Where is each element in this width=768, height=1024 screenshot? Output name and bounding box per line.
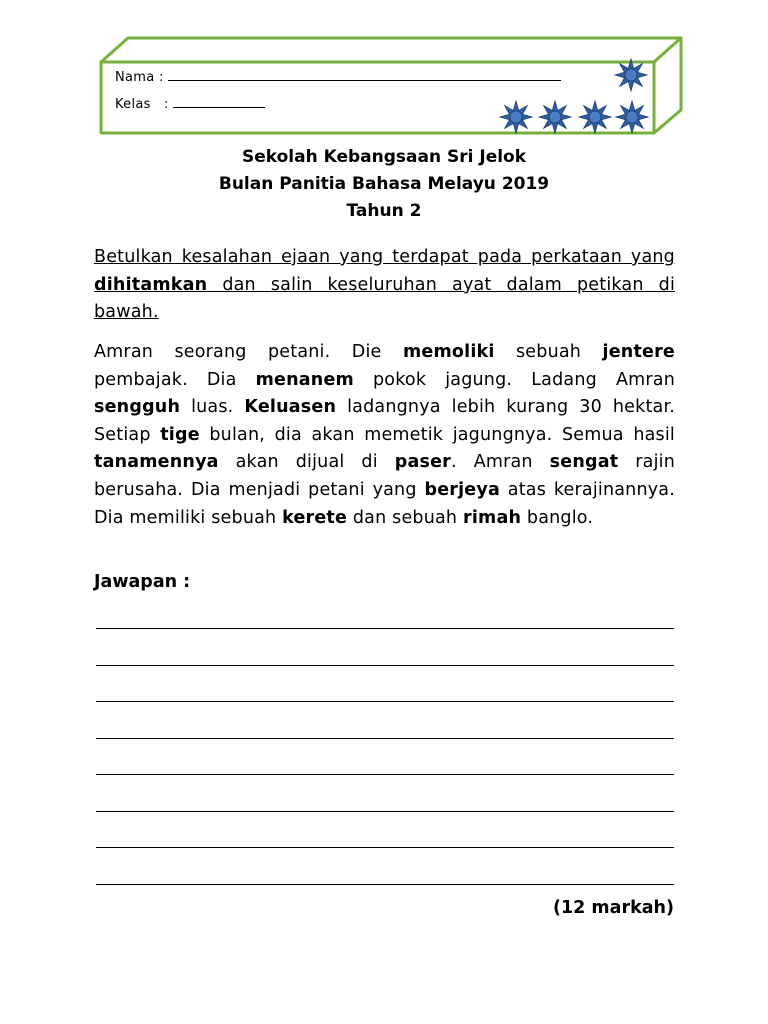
grade-level: Tahun 2 [346,201,422,221]
school-name: Sekolah Kebangsaan Sri Jelok [241,147,527,167]
flower-icon [579,101,611,133]
answer-line[interactable] [96,738,674,739]
passage-segment: pembajak. Dia [94,369,256,390]
passage-segment: atas kerajinannya. Dia memiliki sebuah [94,479,675,528]
class-label: Kelas : [115,97,169,112]
passage-segment: ladangnya lebih kurang 30 hektar. Setiap [94,397,675,445]
answer-line[interactable] [96,628,674,629]
flower-icon [616,101,648,133]
instruction-post: dan salin keseluruhan ayat dalam petikan di bawah. [94,274,675,323]
passage-segment: banglo. [521,507,594,528]
passage-segment: . Amran [450,452,550,473]
name-class-box [0,0,768,140]
class-blank-line[interactable] [173,95,265,108]
misspelled-word: paser [394,452,451,473]
answer-line[interactable] [96,774,674,775]
misspelled-word: menanem [255,369,354,390]
misspelled-word: tige [160,424,200,445]
instruction-pre: Betulkan kesalahan ejaan yang terdapat pada perkataan yang [94,247,675,267]
passage-segment: bulan, dia akan memetik jagungnya. Semua hasil [199,424,675,445]
answer-line[interactable] [96,665,674,666]
passage-segment: dan sebuah [347,507,463,528]
answer-label: Jawapan : [94,572,191,592]
misspelled-word: rimah [463,507,522,528]
marks-label: (12 markah) [552,898,674,918]
misspelled-word: sengguh [94,397,181,418]
misspelled-word: jentere [602,342,675,362]
misspelled-word: berjeya [424,479,500,500]
passage-segment: akan dijual di [218,452,395,473]
worksheet-title [0,144,768,225]
answer-line[interactable] [96,701,674,702]
passage-segment: sebuah [494,342,603,362]
passage-text [94,339,675,532]
flower-icon [500,101,532,133]
name-blank-line[interactable] [168,68,561,81]
passage-segment: luas. [180,397,245,418]
event-name: Bulan Panitia Bahasa Melayu 2019 [218,174,550,194]
instruction-text [94,244,675,327]
name-label: Nama : [115,70,164,85]
instruction-bold-word: dihitamkan [94,274,208,295]
misspelled-word: sengat [549,452,619,473]
name-field[interactable] [115,68,561,85]
passage-segment: rajin berusaha. Dia menjadi petani yang [94,452,676,500]
misspelled-word: tanamennya [94,452,219,473]
answer-line[interactable] [96,847,674,848]
answer-line[interactable] [96,811,674,812]
answer-line[interactable] [96,884,674,885]
misspelled-word: Keluasen [244,397,337,418]
flower-icon [539,101,571,133]
flower-icon [615,59,647,91]
passage-segment: pokok jagung. Ladang Amran [353,369,675,390]
misspelled-word: kerete [282,507,348,528]
class-field[interactable] [115,95,265,112]
misspelled-word: memoliki [402,342,495,362]
passage-segment: Amran seorang petani. Die [94,342,403,362]
